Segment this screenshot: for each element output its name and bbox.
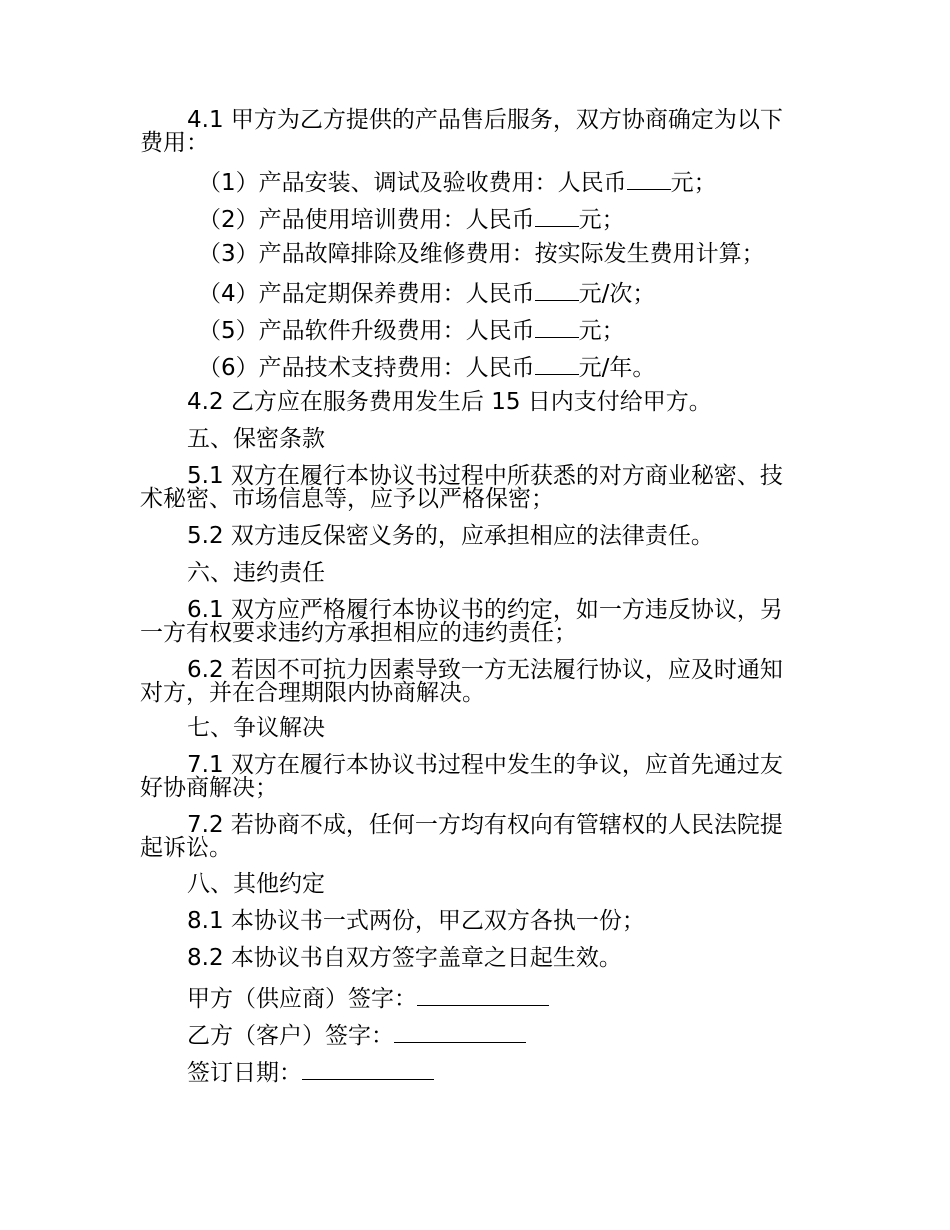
fee-item-5: [140, 317, 863, 343]
fee-item-6-text: （6）产品技术支持费用：人民币: [198, 355, 535, 381]
clause-4-1: 4.1 甲方为乙方提供的产品售后服务，双方协商确定为以下费用：: [140, 107, 783, 156]
fee-item-4-text: （4）产品定期保养费用：人民币: [198, 281, 535, 307]
fee-blank-5: [535, 317, 579, 338]
signature-party-b-label: 乙方（客户）签字：: [187, 1023, 394, 1049]
fee-item-1: [140, 169, 863, 195]
clause-8-1: 8.1 本协议书一式两份，甲乙双方各执一份；: [187, 908, 645, 934]
signing-date-label: 签订日期：: [187, 1060, 302, 1086]
fee-item-5-text: （5）产品软件升级费用：人民币: [198, 318, 535, 344]
fee-blank-4: [535, 280, 579, 301]
fee-item-3: [140, 243, 863, 266]
fee-item-2-unit: 元；: [578, 207, 625, 233]
signing-date: [140, 1059, 805, 1085]
fee-item-6: [140, 354, 863, 380]
signature-party-a-label: 甲方（供应商）签字：: [187, 986, 417, 1012]
fee-blank-6: [535, 354, 579, 375]
fee-item-1-text: （1）产品安装、调试及验收费用：人民币: [198, 170, 627, 196]
fee-item-2: [140, 206, 863, 232]
fee-item-3-text: （3）产品故障排除及维修费用：按实际发生费用计算；: [198, 241, 765, 267]
fee-item-2-text: （2）产品使用培训费用：人民币: [198, 207, 535, 233]
signature-party-a-blank: [417, 985, 549, 1006]
signature-party-b-blank: [394, 1022, 526, 1043]
clause-8-2: 8.2 本协议书自双方签字盖章之日起生效。: [187, 945, 622, 971]
clause-7-1: 7.1 双方在履行本协议书过程中发生的争议，应首先通过友好协商解决；: [140, 752, 783, 801]
fee-item-1-unit: 元；: [670, 170, 717, 196]
clause-7-2: 7.2 若协商不成，任何一方均有权向有管辖权的人民法院提起诉讼。: [140, 812, 783, 861]
signature-party-a: [140, 985, 805, 1011]
clause-5-2: 5.2 双方违反保密义务的，应承担相应的法律责任。: [187, 523, 714, 549]
section-heading-8: 八、其他约定: [187, 871, 325, 897]
section-heading-5: 五、保密条款: [187, 426, 325, 452]
section-heading-6: 六、违约责任: [187, 560, 325, 586]
fee-blank-2: [535, 206, 579, 227]
fee-item-6-unit: 元/年。: [578, 355, 656, 381]
clause-5-1: 5.1 双方在履行本协议书过程中所获悉的对方商业秘密、技术秘密、市场信息等，应予以严格保密；: [140, 463, 783, 512]
clause-4-2: 4.2 乙方应在服务费用发生后 15 日内支付给甲方。: [187, 389, 712, 415]
fee-item-4: [140, 280, 863, 306]
fee-item-4-unit: 元/次；: [578, 281, 656, 307]
clause-6-1: 6.1 双方应严格履行本协议书的约定，如一方违反协议，另一方有权要求违约方承担相应的违约责任；: [140, 597, 783, 646]
fee-blank-1: [627, 169, 671, 190]
fee-item-5-unit: 元；: [578, 318, 625, 344]
signing-date-blank: [302, 1059, 434, 1080]
signature-party-b: [140, 1022, 805, 1048]
clause-6-2: 6.2 若因不可抗力因素导致一方无法履行协议，应及时通知对方，并在合理期限内协商解决。: [140, 657, 783, 706]
section-heading-7: 七、争议解决: [187, 715, 325, 741]
